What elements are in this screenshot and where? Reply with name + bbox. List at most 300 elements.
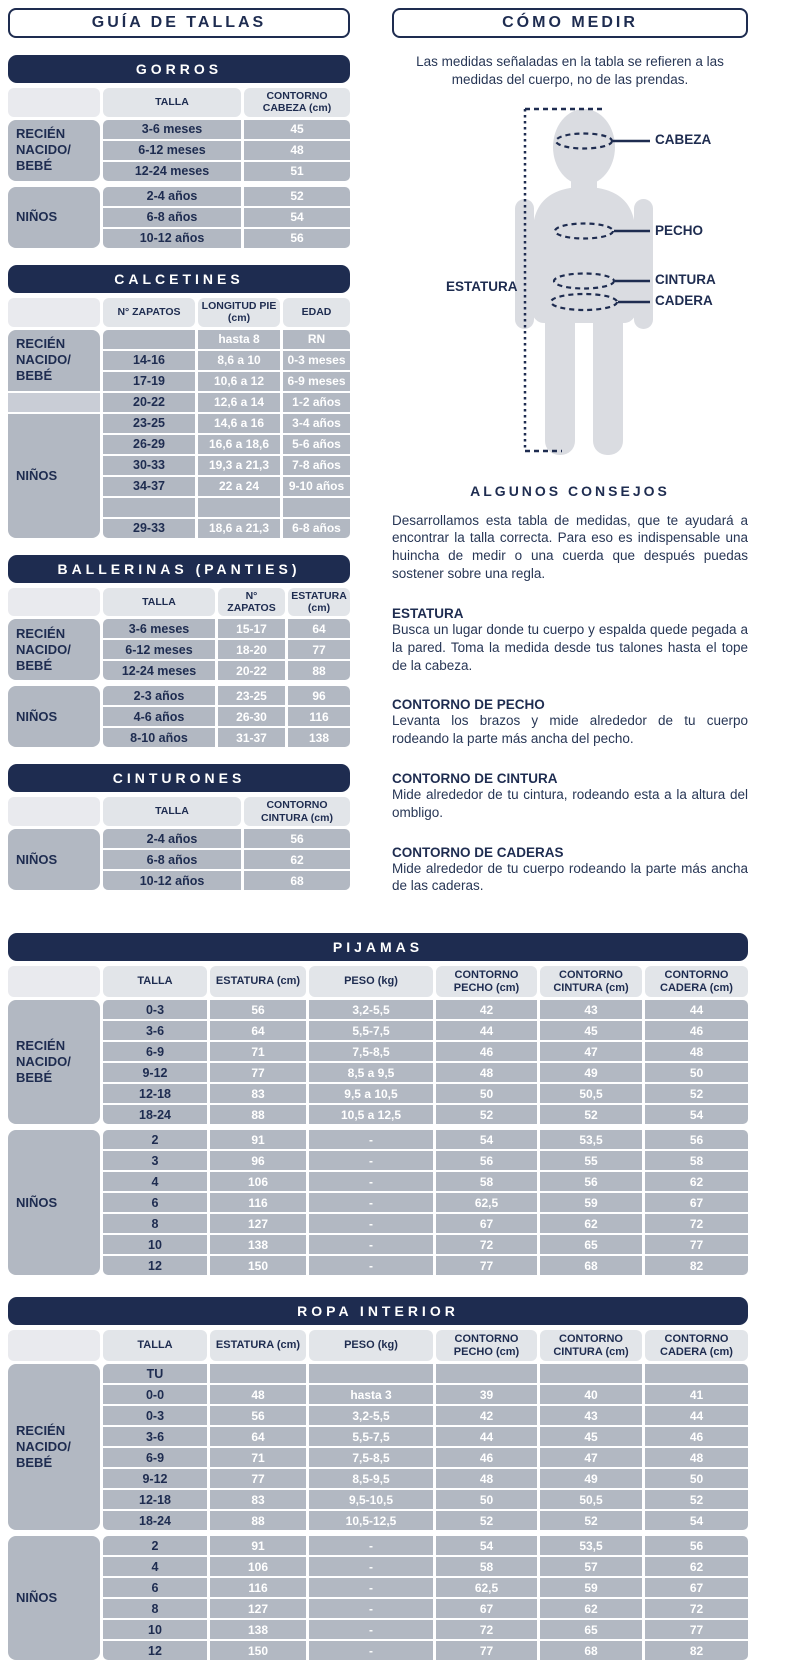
table-header-row [8,797,350,826]
value-cell: 82 [645,1256,748,1275]
table-rows [103,187,350,248]
column-header: TALLA [103,966,207,997]
size-cell: 2-4 años [103,829,241,848]
value-cell: 3-4 años [283,414,350,433]
value-cell: 5,5-7,5 [309,1021,433,1040]
value-cell: 31-37 [218,728,285,747]
table-body [8,1000,748,1275]
size-cell: 2-3 años [103,686,215,705]
size-cell: 6-8 años [103,208,241,227]
row-group-label: NIÑOS [8,829,100,890]
value-cell: 77 [645,1235,748,1254]
value-cell: 43 [540,1000,642,1019]
value-cell: 72 [645,1214,748,1233]
value-cell: 77 [210,1063,306,1082]
body-measure-diagram [392,95,748,467]
value-cell: 72 [645,1599,748,1618]
size-cell: 18-24 [103,1105,207,1124]
table-header-row [8,966,748,997]
column-header: PESO (kg) [309,966,433,997]
table-section [8,686,350,747]
value-cell [645,1364,748,1383]
size-cell: 8-10 años [103,728,215,747]
value-cell: 52 [645,1490,748,1509]
value-cell [540,1364,642,1383]
left-column [8,8,350,890]
column-header: TALLA [103,797,241,826]
value-cell: 52 [645,1084,748,1103]
value-cell: 82 [645,1641,748,1660]
value-cell: 116 [288,707,350,726]
value-cell: 19,3 a 21,3 [198,456,280,475]
value-cell: 68 [540,1256,642,1275]
value-cell: 106 [210,1172,306,1191]
value-cell: 45 [540,1021,642,1040]
size-cell: 3 [103,1151,207,1170]
table-rows [103,330,350,391]
size-cell: 12-18 [103,1490,207,1509]
column-header: TALLA [103,1330,207,1361]
value-cell: 77 [645,1620,748,1639]
value-cell: 138 [210,1620,306,1639]
value-cell: 10,5 a 12,5 [309,1105,433,1124]
value-cell: 127 [210,1214,306,1233]
value-cell: 65 [540,1620,642,1639]
column-header: TALLA [103,88,241,117]
value-cell: 8,5 a 9,5 [309,1063,433,1082]
value-cell: 64 [210,1021,306,1040]
value-cell: 42 [436,1000,537,1019]
value-cell: - [309,1130,433,1149]
value-cell: 56 [645,1536,748,1555]
row-group-label: NIÑOS [8,686,100,747]
tip-contorno-cintura [392,771,748,822]
value-cell: 40 [540,1385,642,1404]
value-cell: 45 [540,1427,642,1446]
pijamas-table [8,933,748,1275]
value-cell: 62 [244,850,350,869]
value-cell: 6-9 meses [283,372,350,391]
size-cell: 2 [103,1536,207,1555]
value-cell: 44 [436,1021,537,1040]
value-cell: 54 [436,1536,537,1555]
column-header: CONTORNO CABEZA (cm) [244,88,350,117]
size-cell: 6 [103,1193,207,1212]
value-cell: 88 [210,1105,306,1124]
size-cell: 12-24 meses [103,162,241,181]
column-headers [103,966,748,997]
table-rows [103,414,350,538]
value-cell: 72 [436,1620,537,1639]
value-cell: 48 [244,141,350,160]
cadera-label: CADERA [655,292,713,308]
value-cell: 67 [645,1193,748,1212]
table-rows [103,393,350,412]
size-cell: 26-29 [103,435,195,454]
value-cell: 54 [436,1130,537,1149]
size-cell: 17-19 [103,372,195,391]
value-cell: 88 [288,661,350,680]
value-cell: 7-8 años [283,456,350,475]
value-cell: 62 [540,1214,642,1233]
table-rows [103,120,350,181]
value-cell: - [309,1557,433,1576]
column-header: CONTORNO CINTURA (cm) [244,797,350,826]
right-column [392,8,748,895]
value-cell: 44 [645,1406,748,1425]
column-header: ESTATURA (cm) [288,588,350,617]
value-cell: 3,2-5,5 [309,1000,433,1019]
value-cell: 7,5-8,5 [309,1448,433,1467]
tip-heading: CONTORNO DE CADERAS [392,844,564,860]
value-cell: - [309,1620,433,1639]
size-cell: TU [103,1364,207,1383]
column-header: N° ZAPATOS [103,298,195,327]
value-cell: 52 [540,1105,642,1124]
estatura-label: ESTATURA [446,278,518,294]
size-cell: 6 [103,1578,207,1597]
column-header: CONTORNO CINTURA (cm) [540,966,642,997]
corner-cell [8,298,100,327]
tip-body: Busca un lugar donde tu cuerpo y espalda quede pegada a la pared. Toma la medida desde tus talones hasta el tope de la cabeza. [392,621,748,673]
value-cell: 44 [645,1000,748,1019]
size-cell: 10 [103,1235,207,1254]
row-group-label: RECIÉN NACIDO/ BEBÉ [8,1000,100,1124]
value-cell: 41 [645,1385,748,1404]
value-cell: 150 [210,1641,306,1660]
size-cell: 6-8 años [103,850,241,869]
value-cell: 10,6 a 12 [198,372,280,391]
value-cell: 1-2 años [283,393,350,412]
table-section [8,829,350,890]
value-cell: 16,6 a 18,6 [198,435,280,454]
value-cell: 62 [645,1172,748,1191]
value-cell: hasta 8 [198,330,280,349]
value-cell: 67 [436,1599,537,1618]
value-cell: 54 [645,1511,748,1530]
value-cell: 18,6 a 21,3 [198,519,280,538]
value-cell: 83 [210,1490,306,1509]
size-cell: 9-12 [103,1469,207,1488]
value-cell: 50 [436,1084,537,1103]
table-section [8,330,350,391]
table-section [8,120,350,181]
value-cell: 46 [645,1427,748,1446]
table-body [8,619,350,747]
value-cell: 47 [540,1448,642,1467]
value-cell: 64 [288,619,350,638]
value-cell: - [309,1235,433,1254]
row-group-label [8,393,100,412]
how-to-measure-title: CÓMO MEDIR [392,8,748,38]
value-cell: 150 [210,1256,306,1275]
table-body [8,1364,748,1660]
value-cell: 48 [210,1385,306,1404]
value-cell: 50 [645,1469,748,1488]
value-cell: 48 [645,1042,748,1061]
value-cell: 58 [645,1151,748,1170]
size-cell: 30-33 [103,456,195,475]
value-cell: 45 [244,120,350,139]
table-section [8,1130,748,1275]
table-banner: ROPA INTERIOR [8,1297,748,1325]
tip-contorno-pecho [392,697,748,748]
value-cell: - [309,1599,433,1618]
value-cell: 56 [645,1130,748,1149]
table-body [8,120,350,248]
value-cell: 48 [436,1469,537,1488]
column-header: CONTORNO PECHO (cm) [436,1330,537,1361]
value-cell: 22 a 24 [198,477,280,496]
value-cell: 48 [436,1063,537,1082]
ballerinas-table [8,555,350,748]
size-cell: 4-6 años [103,707,215,726]
tip-body: Mide alrededor de tu cuerpo rodeando la parte más ancha de las caderas. [392,860,748,894]
column-header: CONTORNO CADERA (cm) [645,966,748,997]
size-cell: 34-37 [103,477,195,496]
value-cell: 3,2-5,5 [309,1406,433,1425]
value-cell: 138 [210,1235,306,1254]
column-header: ESTATURA (cm) [210,966,306,997]
value-cell: 77 [436,1641,537,1660]
size-cell: 0-0 [103,1385,207,1404]
value-cell: - [309,1151,433,1170]
size-cell: 12-18 [103,1084,207,1103]
column-header: LONGITUD PIE (cm) [198,298,280,327]
gorros-table [8,55,350,248]
value-cell: 52 [436,1511,537,1530]
value-cell: 96 [288,686,350,705]
value-cell [436,1364,537,1383]
value-cell: 46 [436,1448,537,1467]
size-cell [103,498,195,517]
size-cell: 20-22 [103,393,195,412]
cinturones-table [8,764,350,890]
column-header: CONTORNO PECHO (cm) [436,966,537,997]
value-cell: 49 [540,1469,642,1488]
table-body [8,330,350,538]
size-cell: 29-33 [103,519,195,538]
value-cell: - [309,1536,433,1555]
table-body [8,829,350,890]
value-cell: 50,5 [540,1084,642,1103]
size-cell: 2-4 años [103,187,241,206]
table-section [8,619,350,680]
row-group-label: RECIÉN NACIDO/ BEBÉ [8,1364,100,1530]
value-cell: 14,6 a 16 [198,414,280,433]
value-cell: - [309,1641,433,1660]
size-cell [103,330,195,349]
value-cell: 91 [210,1536,306,1555]
size-cell: 14-16 [103,351,195,370]
value-cell: 57 [540,1557,642,1576]
value-cell: 7,5-8,5 [309,1042,433,1061]
value-cell: 6-8 años [283,519,350,538]
size-cell: 6-9 [103,1042,207,1061]
value-cell: 42 [436,1406,537,1425]
value-cell [309,1364,433,1383]
size-guide-page [8,0,748,1660]
value-cell: 56 [210,1000,306,1019]
table-header-row [8,298,350,327]
value-cell: 138 [288,728,350,747]
calcetines-table [8,265,350,538]
column-header: PESO (kg) [309,1330,433,1361]
value-cell: RN [283,330,350,349]
size-cell: 6-12 meses [103,141,241,160]
tip-contorno-caderas [392,845,748,896]
value-cell: 67 [645,1578,748,1597]
value-cell: 52 [540,1511,642,1530]
value-cell: - [309,1256,433,1275]
cintura-label: CINTURA [655,271,716,287]
column-headers [103,797,350,826]
size-cell: 0-3 [103,1406,207,1425]
tips-section-title: ALGUNOS CONSEJOS [470,482,670,499]
value-cell: 64 [210,1427,306,1446]
tip-heading: CONTORNO DE CINTURA [392,770,558,786]
pecho-label: PECHO [655,222,704,238]
value-cell: 9,5 a 10,5 [309,1084,433,1103]
column-headers [103,588,350,617]
value-cell: 91 [210,1130,306,1149]
table-section [8,1364,748,1530]
value-cell: 48 [645,1448,748,1467]
value-cell: 72 [436,1235,537,1254]
value-cell: 15-17 [218,619,285,638]
value-cell: 53,5 [540,1536,642,1555]
value-cell: - [309,1578,433,1597]
value-cell: 50 [645,1063,748,1082]
value-cell: 106 [210,1557,306,1576]
value-cell: 53,5 [540,1130,642,1149]
column-header: CONTORNO CINTURA (cm) [540,1330,642,1361]
value-cell: 54 [645,1105,748,1124]
value-cell: 18-20 [218,640,285,659]
value-cell: 5,5-7,5 [309,1427,433,1446]
value-cell: 9-10 años [283,477,350,496]
size-cell: 8 [103,1599,207,1618]
row-group-label: NIÑOS [8,187,100,248]
value-cell: 127 [210,1599,306,1618]
table-section [8,1000,748,1124]
corner-cell [8,88,100,117]
row-group-label: RECIÉN NACIDO/ BEBÉ [8,330,100,391]
value-cell [283,498,350,517]
value-cell: 77 [436,1256,537,1275]
table-header-row [8,588,350,617]
value-cell [198,498,280,517]
size-cell: 23-25 [103,414,195,433]
corner-cell [8,1330,100,1361]
size-cell: 10-12 años [103,229,241,248]
corner-cell [8,966,100,997]
table-rows [103,1364,748,1530]
tip-heading: CONTORNO DE PECHO [392,697,545,713]
value-cell: 8,5-9,5 [309,1469,433,1488]
table-rows [103,619,350,680]
value-cell: - [309,1172,433,1191]
column-headers [103,298,350,327]
table-section [8,414,350,538]
value-cell: 8,6 a 10 [198,351,280,370]
value-cell: 50,5 [540,1490,642,1509]
column-header: ESTATURA (cm) [210,1330,306,1361]
table-rows [103,686,350,747]
size-cell: 12 [103,1256,207,1275]
value-cell: 10,5-12,5 [309,1511,433,1530]
value-cell: 77 [288,640,350,659]
size-cell: 2 [103,1130,207,1149]
value-cell: 20-22 [218,661,285,680]
value-cell: 62 [540,1599,642,1618]
value-cell: 46 [436,1042,537,1061]
size-cell: 9-12 [103,1063,207,1082]
tip-body: Levanta los brazos y mide alrededor de tu cuerpo rodeando la parte más ancha del pecho. [392,713,748,747]
value-cell: 50 [436,1490,537,1509]
value-cell: 56 [210,1406,306,1425]
table-rows [103,1130,748,1275]
top-columns [8,8,748,895]
size-cell: 6-9 [103,1448,207,1467]
size-cell: 18-24 [103,1511,207,1530]
size-cell: 3-6 meses [103,619,215,638]
tip-estatura [392,606,748,674]
table-banner: CINTURONES [8,764,350,792]
corner-cell [8,797,100,826]
value-cell: 52 [436,1105,537,1124]
value-cell: 52 [244,187,350,206]
value-cell: 56 [244,229,350,248]
value-cell: 43 [540,1406,642,1425]
value-cell: 62,5 [436,1193,537,1212]
value-cell [210,1364,306,1383]
value-cell: 0-3 meses [283,351,350,370]
row-group-label: NIÑOS [8,1536,100,1660]
tip-body: Mide alrededor de tu cintura, rodeando esta a la altura del ombligo. [392,786,748,820]
column-header: N° ZAPATOS [218,588,285,617]
size-cell: 3-6 [103,1427,207,1446]
tip-heading: ESTATURA [392,605,464,621]
row-group-label: NIÑOS [8,414,100,538]
value-cell: 58 [436,1557,537,1576]
value-cell: 47 [540,1042,642,1061]
size-cell: 6-12 meses [103,640,215,659]
size-cell: 12 [103,1641,207,1660]
value-cell: 59 [540,1578,642,1597]
value-cell: 67 [436,1214,537,1233]
size-cell: 3-6 [103,1021,207,1040]
measure-intro-text: Las medidas señaladas en la tabla se refieren a las medidas del cuerpo, no de las prendas. [416,54,724,87]
column-headers [103,1330,748,1361]
table-banner: PIJAMAS [8,933,748,961]
size-cell: 3-6 meses [103,120,241,139]
value-cell: 65 [540,1235,642,1254]
value-cell: 46 [645,1021,748,1040]
page-title: GUÍA DE TALLAS [8,8,350,38]
value-cell: 116 [210,1193,306,1212]
value-cell: 54 [244,208,350,227]
value-cell: 77 [210,1469,306,1488]
value-cell: 62,5 [436,1578,537,1597]
value-cell: 58 [436,1172,537,1191]
table-section [8,187,350,248]
ropa-interior-table [8,1297,748,1660]
size-cell: 4 [103,1557,207,1576]
table-rows [103,829,350,890]
column-header: EDAD [283,298,350,327]
value-cell: 56 [436,1151,537,1170]
